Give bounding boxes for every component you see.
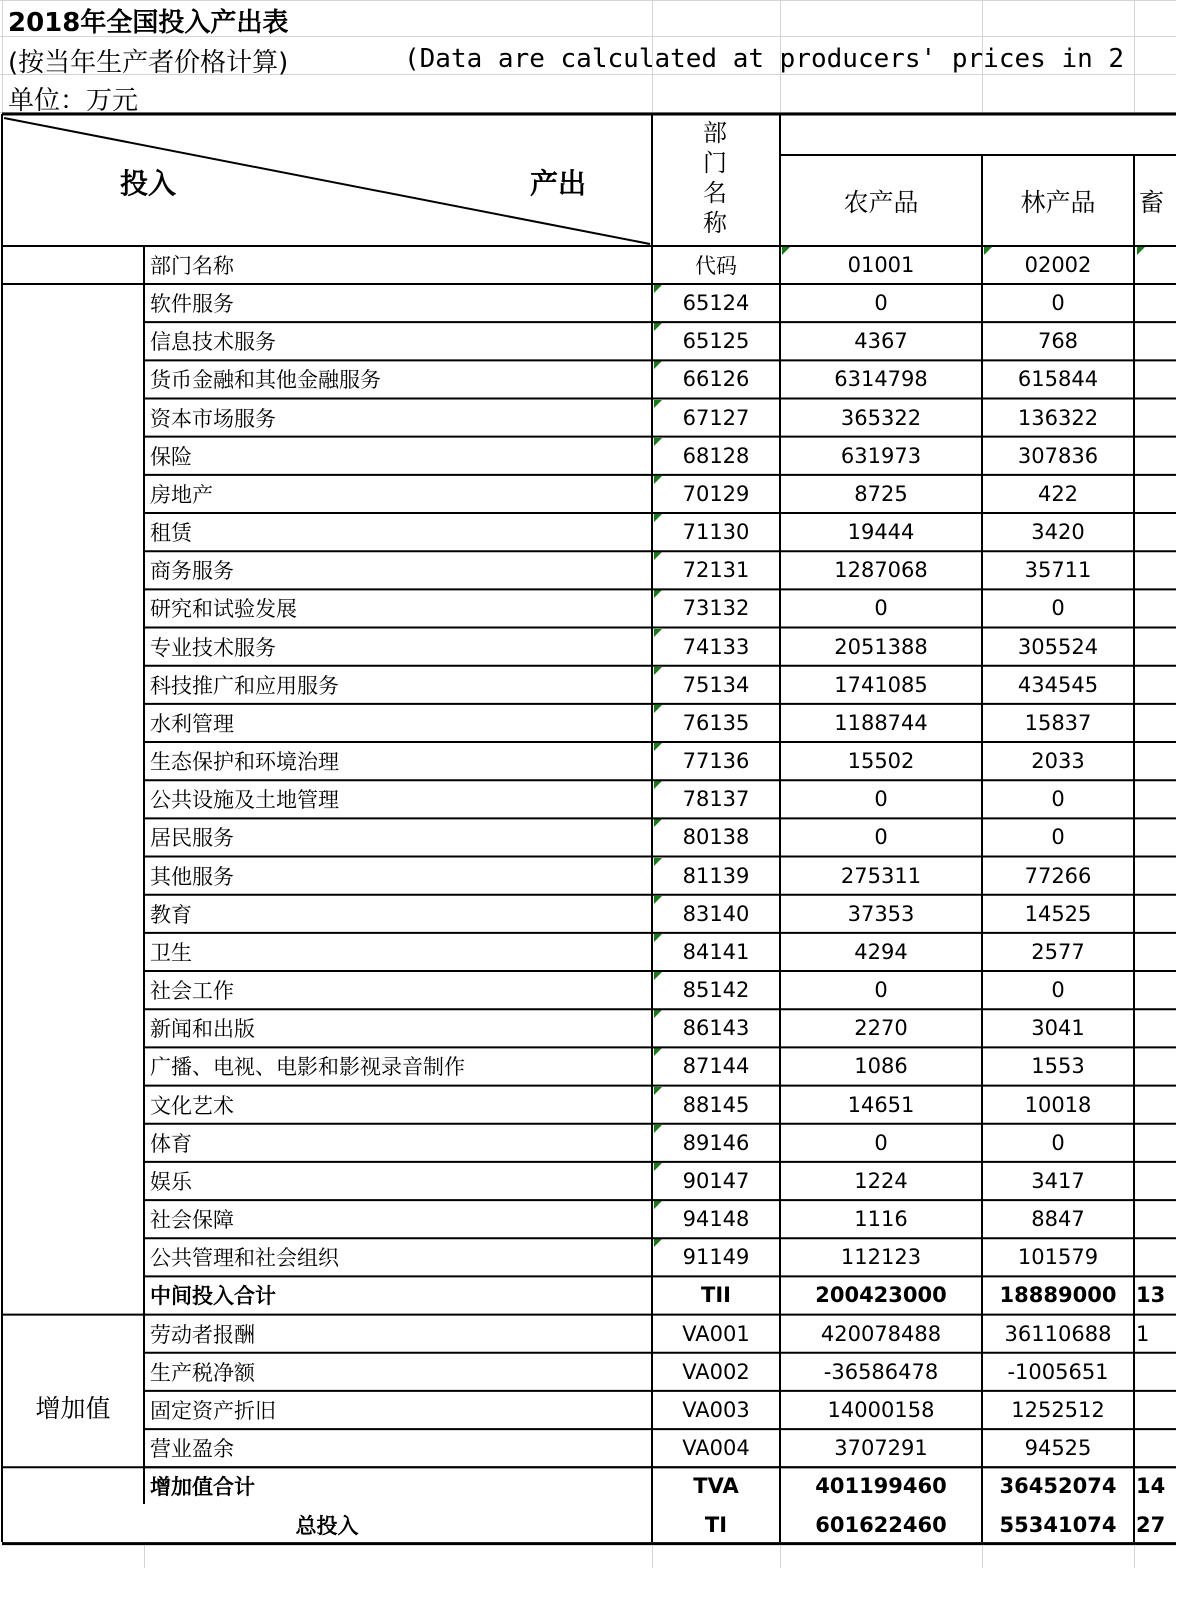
row-value-forestry[interactable]: 0 [1051, 291, 1065, 316]
subtitle-en: (Data are calculated at producers' prices in 2 [404, 44, 1125, 74]
row-value-forestry[interactable]: 3417 [1031, 1168, 1085, 1193]
row-name[interactable]: 文化艺术 [150, 1093, 234, 1118]
row-code[interactable]: 87144 [682, 1054, 750, 1079]
row-value-agriculture[interactable]: 4294 [854, 939, 908, 964]
row-code[interactable]: 94148 [682, 1207, 750, 1232]
row-name[interactable]: 生态保护和环境治理 [150, 750, 339, 775]
row-name[interactable]: 教育 [150, 902, 192, 927]
row-value-forestry[interactable]: 0 [1051, 978, 1065, 1003]
row-name[interactable]: 租赁 [150, 521, 192, 546]
row-value-forestry[interactable]: 0 [1051, 825, 1065, 850]
row-code[interactable]: 84141 [682, 939, 750, 964]
row-value-agriculture[interactable]: 1287068 [834, 558, 928, 583]
row-name[interactable]: 货币金融和其他金融服务 [150, 368, 381, 393]
row-value-agriculture[interactable]: 0 [874, 291, 888, 316]
row-name[interactable]: 水利管理 [150, 711, 234, 736]
row-code[interactable]: TVA [693, 1474, 739, 1499]
row-value-forestry[interactable]: 434545 [1017, 672, 1099, 697]
row-value-forestry[interactable]: 101579 [1017, 1245, 1099, 1270]
row-code[interactable]: 76135 [682, 710, 750, 735]
row-value-agriculture[interactable]: 1116 [854, 1207, 908, 1232]
total-input-label[interactable]: 总投入 [295, 1513, 359, 1538]
col-header-forestry[interactable]: 林产品 [1020, 188, 1096, 217]
row-name[interactable]: 社会工作 [150, 979, 234, 1004]
va-group-label[interactable]: 增加值 [35, 1394, 111, 1423]
row-name[interactable]: 保险 [150, 444, 192, 469]
row-value-agriculture[interactable]: 200423000 [815, 1283, 947, 1308]
row-value-forestry[interactable]: 422 [1037, 481, 1079, 506]
row-code[interactable]: 75134 [682, 672, 750, 697]
total-input-code[interactable]: TI [704, 1512, 728, 1537]
row-value-forestry[interactable]: 94525 [1024, 1436, 1092, 1461]
row-value-agriculture[interactable]: 0 [874, 596, 888, 621]
row-code[interactable]: VA003 [682, 1398, 750, 1422]
row-code[interactable]: 70129 [682, 481, 750, 506]
dept-name-vertical-header [652, 118, 778, 238]
row-value-forestry[interactable]: 18889000 [999, 1283, 1117, 1308]
row-value-agriculture[interactable]: -36586478 [823, 1359, 939, 1384]
row-name[interactable]: 研究和试验发展 [150, 597, 297, 622]
row-code[interactable]: 90147 [682, 1168, 750, 1193]
row-name[interactable]: 新闻和出版 [150, 1017, 255, 1042]
row-value-forestry[interactable]: 35711 [1024, 558, 1092, 583]
row-value-livestock[interactable]: 13 [1136, 1283, 1166, 1308]
row-code[interactable]: 89146 [682, 1130, 750, 1155]
row-name[interactable]: 科技推广和应用服务 [150, 673, 339, 698]
row-value-forestry[interactable]: 2577 [1031, 939, 1085, 964]
row-value-agriculture[interactable]: 0 [874, 1130, 888, 1155]
dept-name-header-char: 称 [703, 209, 727, 237]
row-value-agriculture[interactable]: 401199460 [815, 1474, 947, 1499]
row-name[interactable]: 固定资产折旧 [150, 1399, 276, 1423]
row-value-agriculture[interactable]: 365322 [840, 405, 922, 430]
row-value-forestry[interactable]: 36110688 [1004, 1321, 1112, 1346]
col-header-agriculture[interactable]: 农产品 [843, 188, 919, 217]
corner-input-label: 投入 [120, 167, 177, 200]
row-value-forestry[interactable]: 2033 [1031, 749, 1085, 774]
row-name[interactable]: 公共管理和社会组织 [150, 1246, 339, 1271]
col-header-livestock[interactable]: 畜 [1139, 188, 1165, 217]
row-value-agriculture[interactable]: 37353 [847, 901, 915, 926]
row-name[interactable]: 社会保障 [150, 1208, 234, 1233]
row-value-livestock[interactable]: 1 [1136, 1321, 1150, 1346]
row-value-agriculture[interactable]: 420078488 [820, 1321, 942, 1346]
row-value-agriculture[interactable]: 2051388 [834, 634, 928, 659]
row-value-forestry[interactable]: 136322 [1017, 405, 1099, 430]
row-value-agriculture[interactable]: 6314798 [834, 367, 928, 392]
row-value-forestry[interactable]: 36452074 [999, 1474, 1117, 1499]
row-name[interactable]: 专业技术服务 [150, 635, 276, 660]
dept-name-header-char: 部 [703, 119, 727, 147]
row-code[interactable]: 78137 [682, 787, 750, 812]
row-code[interactable]: 71130 [682, 520, 750, 545]
row-value-agriculture[interactable]: 4367 [854, 329, 908, 354]
row-name[interactable]: 增加值合计 [150, 1475, 255, 1500]
code-02002[interactable]: 02002 [1024, 253, 1092, 277]
row-value-forestry[interactable]: 1252512 [1011, 1398, 1105, 1422]
total-input-agriculture[interactable]: 601622460 [815, 1512, 947, 1537]
row-value-agriculture[interactable]: 0 [874, 978, 888, 1003]
row-code[interactable]: TII [701, 1283, 731, 1308]
row-value-forestry[interactable]: 3041 [1031, 1016, 1085, 1041]
row-name[interactable]: 信息技术服务 [150, 330, 276, 355]
row-value-forestry[interactable]: 77266 [1024, 863, 1092, 888]
row-code[interactable]: 73132 [682, 596, 750, 621]
row-code[interactable]: 88145 [682, 1092, 750, 1117]
row-value-agriculture[interactable]: 1741085 [834, 672, 928, 697]
row-value-forestry[interactable]: 14525 [1024, 901, 1092, 926]
cell-marker-icon [984, 247, 992, 255]
row-code[interactable]: 72131 [682, 558, 750, 583]
row-value-agriculture[interactable]: 3707291 [834, 1436, 928, 1461]
row-value-forestry[interactable]: 768 [1037, 329, 1079, 354]
row-value-agriculture[interactable]: 1188744 [834, 710, 928, 735]
row-name[interactable]: 资本市场服务 [150, 406, 276, 431]
cell-marker-icon [1137, 247, 1145, 255]
row-value-forestry[interactable]: 10018 [1024, 1092, 1092, 1117]
row-code[interactable]: 68128 [682, 443, 750, 468]
row-value-agriculture[interactable]: 8725 [854, 481, 908, 506]
row-code[interactable]: VA002 [682, 1359, 750, 1384]
unit-label: 单位：万元 [8, 86, 139, 116]
cell-marker-icon [782, 247, 790, 255]
row-name[interactable]: 广播、电视、电影和影视录音制作 [150, 1055, 465, 1080]
row-name[interactable]: 商务服务 [150, 559, 234, 584]
row-name[interactable]: 公共设施及土地管理 [150, 788, 339, 813]
row-value-agriculture[interactable]: 631973 [840, 443, 922, 468]
row-value-forestry[interactable]: 15837 [1024, 710, 1092, 735]
row-value-agriculture[interactable]: 275311 [840, 863, 922, 888]
row-value-agriculture[interactable]: 1224 [854, 1168, 908, 1193]
row-value-forestry[interactable]: 0 [1051, 596, 1065, 621]
row-value-agriculture[interactable]: 1086 [854, 1054, 908, 1079]
row-name[interactable]: 居民服务 [150, 826, 234, 851]
total-input-livestock[interactable]: 27 [1136, 1512, 1166, 1537]
row-value-agriculture[interactable]: 0 [874, 825, 888, 850]
row-value-agriculture[interactable]: 112123 [840, 1245, 922, 1270]
code-row-code-label[interactable]: 代码 [695, 254, 737, 278]
row-code[interactable]: 74133 [682, 634, 750, 659]
code-row-label[interactable]: 部门名称 [150, 254, 234, 278]
subtitle-cn: (按当年生产者价格计算) [8, 48, 289, 78]
row-code[interactable]: 77136 [682, 749, 750, 774]
row-value-forestry[interactable]: 305524 [1017, 634, 1099, 659]
row-name[interactable]: 营业盈余 [150, 1437, 234, 1462]
row-code[interactable]: VA001 [682, 1321, 750, 1346]
row-code[interactable]: 65125 [682, 329, 750, 354]
page-title: 2018年全国投入产出表 [8, 8, 289, 38]
row-value-agriculture[interactable]: 19444 [847, 520, 915, 545]
total-input-forestry[interactable]: 55341074 [999, 1512, 1117, 1537]
row-name[interactable]: 卫生 [150, 940, 192, 965]
row-code[interactable]: 83140 [682, 901, 750, 926]
row-value-forestry[interactable]: 3420 [1031, 520, 1085, 545]
row-code[interactable]: 66126 [682, 367, 750, 392]
row-value-forestry[interactable]: 8847 [1031, 1207, 1085, 1232]
row-name[interactable]: 房地产 [150, 482, 213, 507]
code-01001[interactable]: 01001 [847, 253, 915, 277]
dept-name-header-char: 门 [703, 149, 727, 177]
row-code[interactable]: 85142 [682, 978, 750, 1003]
row-name[interactable]: 生产税净额 [150, 1360, 255, 1385]
row-code[interactable]: 86143 [682, 1016, 750, 1041]
row-value-agriculture[interactable]: 2270 [854, 1016, 908, 1041]
row-value-forestry[interactable]: 1553 [1031, 1054, 1085, 1079]
row-code[interactable]: 81139 [682, 863, 750, 888]
row-name[interactable]: 劳动者报酬 [150, 1322, 255, 1347]
row-code[interactable]: 65124 [682, 291, 750, 316]
row-name[interactable]: 娱乐 [150, 1169, 192, 1194]
row-value-livestock[interactable]: 14 [1136, 1474, 1166, 1499]
row-name[interactable]: 中间投入合计 [150, 1284, 276, 1309]
row-name[interactable]: 软件服务 [150, 292, 234, 317]
dept-name-header-char: 名 [703, 179, 727, 207]
row-value-forestry[interactable]: 307836 [1017, 443, 1099, 468]
row-value-agriculture[interactable]: 15502 [847, 749, 915, 774]
row-code[interactable]: VA004 [682, 1436, 750, 1461]
row-code[interactable]: 67127 [682, 405, 750, 430]
row-value-agriculture[interactable]: 14000158 [827, 1398, 935, 1422]
row-value-forestry[interactable]: 0 [1051, 787, 1065, 812]
corner-output-label: 产出 [530, 167, 587, 200]
row-value-forestry[interactable]: 615844 [1017, 367, 1099, 392]
row-value-agriculture[interactable]: 0 [874, 787, 888, 812]
row-code[interactable]: 91149 [682, 1245, 750, 1270]
row-value-forestry[interactable]: -1005651 [1007, 1359, 1109, 1384]
row-code[interactable]: 80138 [682, 825, 750, 850]
row-name[interactable]: 体育 [150, 1131, 192, 1156]
row-value-forestry[interactable]: 0 [1051, 1130, 1065, 1155]
row-name[interactable]: 其他服务 [150, 864, 234, 889]
row-value-agriculture[interactable]: 14651 [847, 1092, 915, 1117]
